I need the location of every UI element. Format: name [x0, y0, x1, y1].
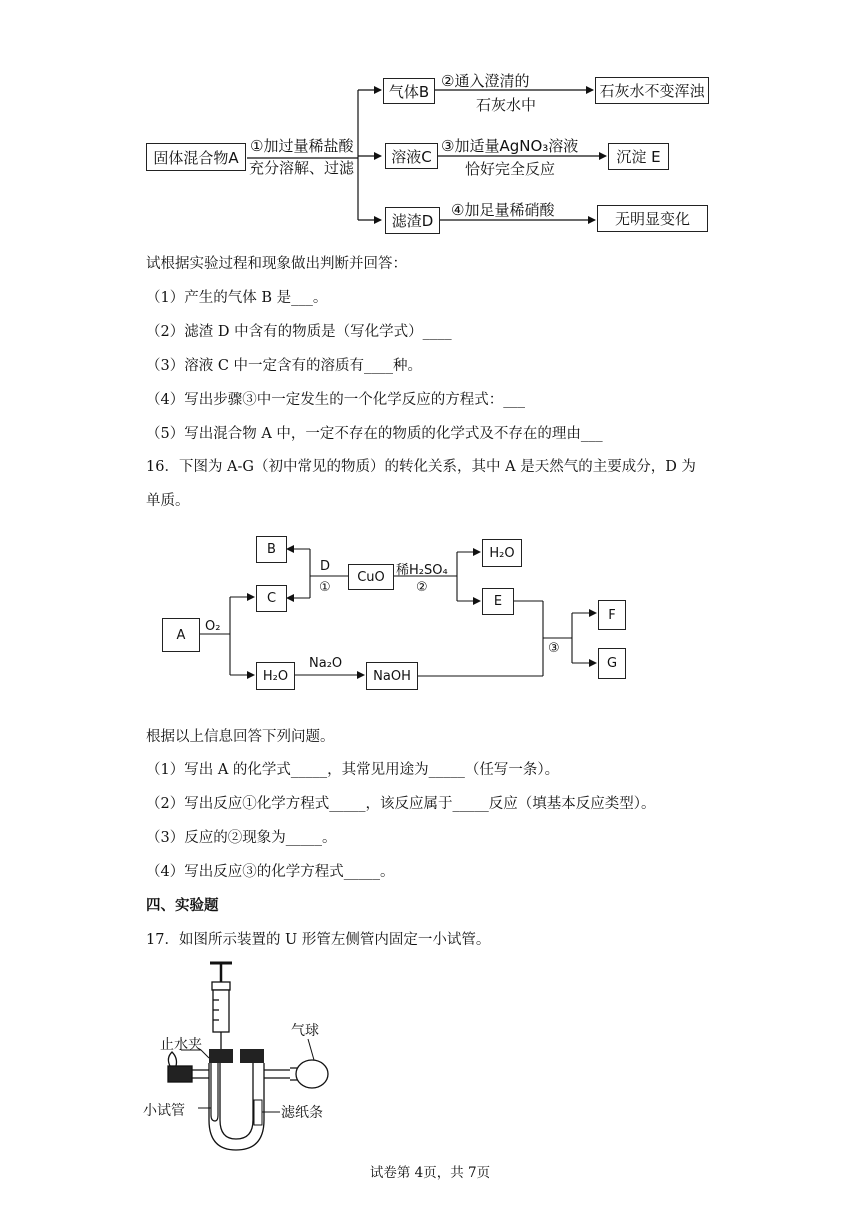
step3-label-line2: 恰好完全反应	[465, 160, 556, 178]
q16-stem-line2: 单质。	[146, 493, 190, 509]
balloon-assembly	[264, 1060, 328, 1088]
node-a: A	[162, 618, 200, 652]
node-h2o-bottom: H₂O	[256, 662, 295, 690]
left-side-tube	[168, 1052, 209, 1082]
box-result-limewater: 石灰水不变浑浊	[595, 77, 709, 104]
q17-stem: 17．如图所示装置的 U 形管左侧管内固定一小试管。	[146, 932, 491, 948]
box-residue-d: 滤渣D	[385, 207, 440, 234]
q15-item-1: （1）产生的气体 B 是___。	[146, 290, 328, 306]
reagent-d: D	[320, 559, 331, 574]
reaction-3-marker: ③	[548, 641, 560, 656]
page-footer: 试卷第 4页，共 7页	[369, 1165, 491, 1181]
box-no-change: 无明显变化	[597, 205, 708, 232]
box-gas-b: 气体B	[383, 78, 435, 104]
q16-item-2: （2）写出反应①化学方程式_____，该反应属于_____反应（填基本反应类型）。	[146, 796, 656, 812]
node-h2o-top: H₂O	[482, 539, 522, 567]
q16-stem-line1: 16．下图为 A-G（初中常见的物质）的转化关系，其中 A 是天然气的主要成分，D 为	[146, 459, 696, 475]
syringe	[210, 963, 232, 1050]
step3-label-line1: ③加适量AgNO₃溶液	[441, 137, 579, 155]
reagent-na2o: Na₂O	[309, 656, 343, 671]
label-water-clamp: 止水夹	[160, 1037, 202, 1053]
q15-intro: 试根据实验过程和现象做出判断并回答：	[146, 256, 407, 272]
step1-reagent-label: ①加过量稀盐酸	[250, 137, 354, 155]
section-heading-experiment: 四、实验题	[146, 898, 219, 914]
box-precipitate-e: 沉淀 E	[608, 143, 669, 170]
node-e: E	[482, 588, 514, 615]
node-g: G	[598, 648, 626, 679]
label-balloon: 气球	[291, 1023, 319, 1039]
small-test-tube	[211, 1063, 218, 1121]
reagent-o2: O₂	[205, 619, 221, 634]
reagent-dilute-h2so4: 稀H₂SO₄	[396, 563, 448, 578]
box-mixture-a: 固体混合物A	[146, 143, 246, 171]
filter-paper-strip	[254, 1100, 262, 1125]
q16-item-1: （1）写出 A 的化学式_____，其常见用途为_____（任写一条）。	[146, 762, 560, 778]
step2-label-line2: 石灰水中	[476, 96, 537, 114]
label-small-test-tube: 小试管	[143, 1103, 185, 1119]
q15-item-5: （5）写出混合物 A 中，一定不存在的物质的化学式及不存在的理由___	[146, 426, 603, 442]
node-naoh: NaOH	[366, 662, 418, 690]
node-cuo: CuO	[348, 564, 394, 590]
node-b: B	[256, 536, 287, 563]
left-stopper	[209, 1049, 233, 1063]
node-f: F	[598, 600, 626, 630]
reaction-1-marker: ①	[319, 580, 331, 595]
q15-item-2: （2）滤渣 D 中含有的物质是（写化学式）____	[146, 324, 452, 340]
q15-item-3: （3）溶液 C 中一定含有的溶质有____种。	[146, 358, 423, 374]
step1-operation-label: 充分溶解、过滤	[249, 159, 355, 177]
reaction-2-marker: ②	[416, 580, 428, 595]
label-filter-paper: 滤纸条	[281, 1105, 323, 1121]
node-c: C	[256, 585, 287, 612]
q16-intro: 根据以上信息回答下列问题。	[146, 729, 335, 745]
q15-item-4: （4）写出步骤③中一定发生的一个化学反应的方程式：___	[146, 392, 525, 408]
step2-label-line1: ②通入澄清的	[441, 72, 530, 90]
q16-item-4: （4）写出反应③的化学方程式_____。	[146, 864, 395, 880]
q16-item-3: （3）反应的②现象为_____。	[146, 830, 337, 846]
box-solution-c: 溶液C	[385, 143, 438, 169]
step4-label: ④加足量稀硝酸	[451, 201, 555, 219]
right-stopper	[240, 1049, 264, 1063]
